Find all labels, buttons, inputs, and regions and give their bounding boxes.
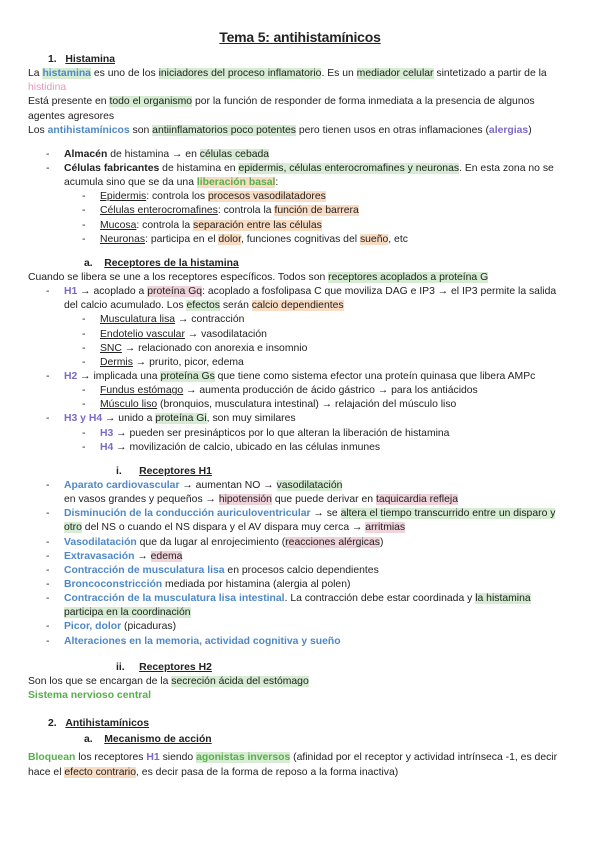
- list-item: - Aparato cardiovascular → aumentan NO → vasodilatación en vasos grandes y pequeños → hipotensión que puede derivar en taquicardia refleja: [64, 479, 572, 507]
- list: [28, 148, 572, 247]
- list-item: - Alteraciones en la memoria, actividad cognitiva y sueño: [64, 635, 572, 649]
- heading-text: Histamina: [65, 54, 116, 66]
- heading-number: 1.: [48, 54, 57, 66]
- list-item: - Epidermis: controla los procesos vasodilatadores: [100, 190, 572, 204]
- list-item: - Células enterocromafines: controla la función de barrera: [100, 204, 572, 218]
- list-item: - Extravasación → edema: [64, 550, 572, 564]
- list-item: - H3 → pueden ser presinápticos por lo que alteran la liberación de histamina: [100, 427, 572, 441]
- list-item: - Fundus estómago → aumenta producción de ácido gástrico → para los antiácidos: [100, 384, 572, 398]
- section-heading-mecanismo: a. Mecanismo de acción: [84, 734, 212, 746]
- section-heading-histamina: [48, 53, 572, 67]
- list-item: - Disminución de la conducción auriculoventricular → se altera el tiempo transcurrido entre un disparo y otro del NS o cuando el NS dispara y el AV dispara muy cerca → arritmias: [64, 507, 572, 535]
- sub-list: [64, 427, 572, 455]
- list-item: - Broncoconstricción mediada por histamina (alergia al polen): [64, 578, 572, 592]
- paragraph: La histamina es uno de los iniciadores del proceso inflamatorio. Es un mediador celular sintetizado a partir de la histidina: [28, 68, 547, 94]
- paragraph: Los antihistamínicos son antiinflamatorios poco potentes pero tienen usos en otras inflamaciones (alergias): [28, 124, 532, 136]
- list: [28, 479, 572, 649]
- list-item: - Almacén de histamina → en células cebada: [64, 148, 572, 162]
- list-item: - Músculo liso (bronquios, musculatura intestinal) → relajación del músculo liso: [100, 398, 572, 412]
- list-item: - Contracción de la musculatura lisa intestinal. La contracción debe estar coordinada y la histamina participa en la coordinación: [64, 592, 572, 620]
- list-item: - H1 → acoplado a proteína Gq: acoplado a fosfolipasa C que moviliza DAG e IP3 → el IP3 permite la salida del calcio acumulado. Los efectos serán calcio dependientes - Musculatura lisa → contracción - Endotelio vascular → vasodilatación - SNC → relacionado con anorexia e insomnio - Dermis → prurito, picor, edema: [64, 285, 572, 370]
- paragraph: Cuando se libera se une a los receptores específicos. Todos son receptores acoplados a proteína G: [28, 272, 489, 283]
- list-item: - Neuronas: participa en el dolor, funciones cognitivas del sueño, etc: [100, 233, 572, 247]
- list-item: - Mucosa: controla la separación entre las células: [100, 219, 572, 233]
- list-item: - SNC → relacionado con anorexia e insomnio: [100, 342, 572, 356]
- list-item: - Células fabricantes de histamina en epidermis, células enterocromafines y neuronas. En esta zona no se acumula sino que se da una liberación basal: - Epidermis: controla los procesos vasodilatadores - Células enterocromafines: controla la función de barrera - Mucosa: controla la separación entre las células - Neuronas: participa en el dolor, funciones cognitivas del sueño, etc: [64, 162, 572, 247]
- paragraph: Está presente en todo el organismo por la función de responder de forma inmediata a la presencia de algunos agentes agresores: [28, 96, 535, 122]
- list-item: - Picor, dolor (picaduras): [64, 620, 572, 634]
- sub-list: [64, 190, 572, 247]
- section-heading-h1: i. Receptores H1: [116, 465, 212, 477]
- list-item: - H2 → implicada una proteína Gs que tiene como sistema efector una proteín quinasa que libera AMPc - Fundus estómago → aumenta producción de ácido gástrico → para los antiácidos - Músculo liso (bronquios, musculatura intestinal) → relajación del músculo liso: [64, 370, 572, 412]
- list-item: - Dermis → prurito, picor, edema: [100, 356, 572, 370]
- list-item: - Contracción de musculatura lisa en procesos calcio dependientes: [64, 564, 572, 578]
- list-item: - Endotelio vascular → vasodilatación: [100, 328, 572, 342]
- list: [28, 285, 572, 455]
- section-heading-h2: ii. Receptores H2: [116, 661, 212, 673]
- sub-list: [64, 384, 572, 412]
- list-item: - H3 y H4 → unido a proteína Gi, son muy similares - H3 → pueden ser presinápticos por lo que alteran la liberación de histamina - H4 → movilización de calcio, ubicado en las células inmunes: [64, 412, 572, 454]
- section-heading-receptores: a. Receptores de la histamina: [84, 257, 239, 269]
- list-item: - H4 → movilización de calcio, ubicado en las células inmunes: [100, 441, 572, 455]
- section-heading-antihistaminicos: 2. Antihistamínicos: [48, 718, 150, 730]
- sub-list: [64, 313, 572, 370]
- list-item: - Musculatura lisa → contracción: [100, 313, 572, 327]
- paragraph: Bloquean los receptores H1 siendo agonistas inversos (afinidad por el receptor y actividad intrínseca -1, es decir hace el efecto contrario, es decir pasa de la forma de reposo a la forma inactiva): [28, 752, 558, 778]
- page-title: Tema 5: antihistamínicos: [219, 29, 381, 45]
- list-item: - Vasodilatación que da lugar al enrojecimiento (reacciones alérgicas): [64, 536, 572, 550]
- paragraph: Son los que se encargan de la secreción ácida del estómago: [28, 675, 309, 687]
- paragraph: Sistema nervioso central: [28, 689, 152, 701]
